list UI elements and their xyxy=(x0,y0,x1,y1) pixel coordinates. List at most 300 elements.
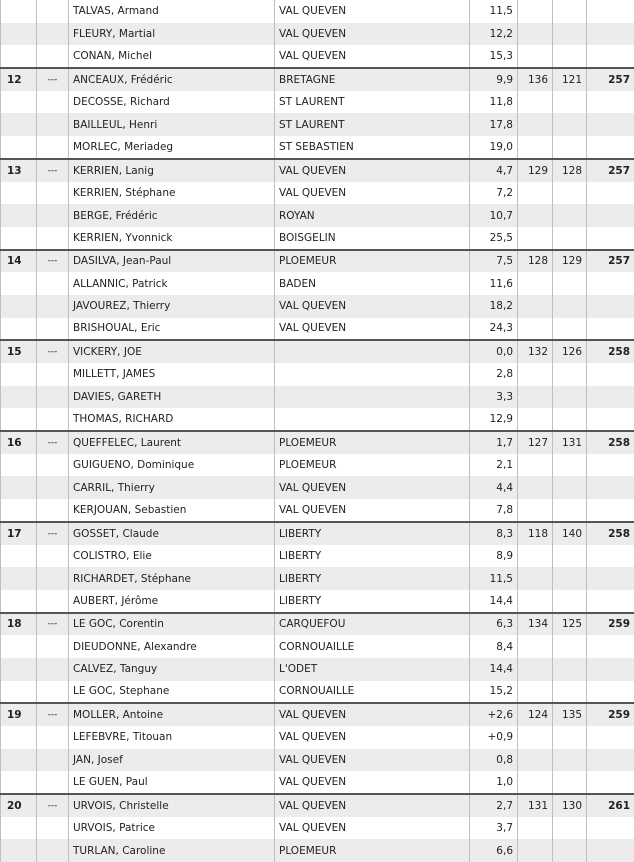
table-row xyxy=(1,408,634,431)
player-name-cell: FLEURY, Martial xyxy=(69,23,275,46)
round1-score-cell: 134 xyxy=(518,613,553,636)
total-score-cell xyxy=(587,771,634,794)
round1-score-cell: 127 xyxy=(518,431,553,454)
round1-score-cell xyxy=(518,499,553,522)
tie-marker-cell xyxy=(37,454,69,477)
table-row xyxy=(1,567,634,590)
round2-score-cell xyxy=(553,182,587,205)
handicap-cell: 2,8 xyxy=(470,363,518,386)
round2-score-cell xyxy=(553,749,587,772)
handicap-cell: 25,5 xyxy=(470,227,518,250)
club-cell: VAL QUEVEN xyxy=(275,182,470,205)
player-name-cell: URVOIS, Patrice xyxy=(69,817,275,840)
club-cell: CARQUEFOU xyxy=(275,613,470,636)
round1-score-cell xyxy=(518,272,553,295)
player-name-cell: KERJOUAN, Sebastien xyxy=(69,499,275,522)
rank-cell xyxy=(1,499,37,522)
rank-cell: 14 xyxy=(1,250,37,273)
club-cell: VAL QUEVEN xyxy=(275,159,470,182)
round2-score-cell xyxy=(553,204,587,227)
round1-score-cell: 129 xyxy=(518,159,553,182)
table-row xyxy=(1,91,634,114)
table-row xyxy=(1,159,634,182)
total-score-cell xyxy=(587,182,634,205)
club-cell: PLOEMEUR xyxy=(275,454,470,477)
player-name-cell: GUIGUENO, Dominique xyxy=(69,454,275,477)
handicap-cell: 1,7 xyxy=(470,431,518,454)
table-row xyxy=(1,749,634,772)
handicap-cell: 11,5 xyxy=(470,567,518,590)
round1-score-cell xyxy=(518,476,553,499)
round2-score-cell: 130 xyxy=(553,794,587,817)
tie-marker-cell xyxy=(37,363,69,386)
round1-score-cell xyxy=(518,817,553,840)
round2-score-cell xyxy=(553,318,587,341)
handicap-cell: 8,3 xyxy=(470,522,518,545)
round2-score-cell: 140 xyxy=(553,522,587,545)
club-cell: VAL QUEVEN xyxy=(275,726,470,749)
handicap-cell: 6,3 xyxy=(470,613,518,636)
round1-score-cell xyxy=(518,295,553,318)
table-row xyxy=(1,726,634,749)
round1-score-cell xyxy=(518,681,553,704)
tie-marker-cell: --- xyxy=(37,250,69,273)
round1-score-cell xyxy=(518,227,553,250)
round2-score-cell xyxy=(553,590,587,613)
round2-score-cell xyxy=(553,295,587,318)
round1-score-cell: 131 xyxy=(518,794,553,817)
rank-cell: 19 xyxy=(1,703,37,726)
rank-cell xyxy=(1,0,37,23)
rank-cell xyxy=(1,681,37,704)
total-score-cell: 257 xyxy=(587,68,634,91)
player-name-cell: MORLEC, Meriadeg xyxy=(69,136,275,159)
round2-score-cell xyxy=(553,839,587,862)
handicap-cell: 14,4 xyxy=(470,590,518,613)
table-row xyxy=(1,386,634,409)
total-score-cell xyxy=(587,499,634,522)
player-name-cell: DASILVA, Jean-Paul xyxy=(69,250,275,273)
handicap-cell: 8,4 xyxy=(470,635,518,658)
total-score-cell xyxy=(587,476,634,499)
rank-cell xyxy=(1,408,37,431)
table-row xyxy=(1,318,634,341)
rank-cell xyxy=(1,318,37,341)
table-row xyxy=(1,681,634,704)
club-cell: LIBERTY xyxy=(275,545,470,568)
round1-score-cell xyxy=(518,182,553,205)
total-score-cell xyxy=(587,45,634,68)
table-row xyxy=(1,476,634,499)
total-score-cell xyxy=(587,204,634,227)
round2-score-cell: 128 xyxy=(553,159,587,182)
tie-marker-cell xyxy=(37,839,69,862)
rank-cell: 17 xyxy=(1,522,37,545)
round1-score-cell xyxy=(518,771,553,794)
rank-cell xyxy=(1,567,37,590)
tie-marker-cell xyxy=(37,182,69,205)
round1-score-cell xyxy=(518,0,553,23)
handicap-cell: 12,9 xyxy=(470,408,518,431)
club-cell: PLOEMEUR xyxy=(275,250,470,273)
table-row xyxy=(1,272,634,295)
table-row xyxy=(1,0,634,23)
rank-cell xyxy=(1,272,37,295)
tie-marker-cell: --- xyxy=(37,340,69,363)
player-name-cell: THOMAS, RICHARD xyxy=(69,408,275,431)
rank-cell xyxy=(1,91,37,114)
player-name-cell: BAILLEUL, Henri xyxy=(69,113,275,136)
handicap-cell: 3,7 xyxy=(470,817,518,840)
total-score-cell xyxy=(587,272,634,295)
handicap-cell: 15,2 xyxy=(470,681,518,704)
table-row xyxy=(1,454,634,477)
table-row xyxy=(1,635,634,658)
tie-marker-cell xyxy=(37,386,69,409)
round2-score-cell xyxy=(553,91,587,114)
club-cell: LIBERTY xyxy=(275,590,470,613)
table-row xyxy=(1,499,634,522)
round2-score-cell xyxy=(553,363,587,386)
club-cell: PLOEMEUR xyxy=(275,431,470,454)
round2-score-cell xyxy=(553,136,587,159)
player-name-cell: GOSSET, Claude xyxy=(69,522,275,545)
club-cell: LIBERTY xyxy=(275,567,470,590)
rank-cell xyxy=(1,476,37,499)
club-cell: LIBERTY xyxy=(275,522,470,545)
round1-score-cell xyxy=(518,136,553,159)
club-cell: VAL QUEVEN xyxy=(275,45,470,68)
club-cell xyxy=(275,340,470,363)
rank-cell xyxy=(1,363,37,386)
player-name-cell: JAN, Josef xyxy=(69,749,275,772)
table-row xyxy=(1,613,634,636)
table-row xyxy=(1,295,634,318)
round1-score-cell xyxy=(518,454,553,477)
tie-marker-cell xyxy=(37,681,69,704)
round2-score-cell xyxy=(553,771,587,794)
total-score-cell: 259 xyxy=(587,703,634,726)
handicap-cell: 0,8 xyxy=(470,749,518,772)
club-cell: CORNOUAILLE xyxy=(275,681,470,704)
total-score-cell xyxy=(587,227,634,250)
tie-marker-cell xyxy=(37,771,69,794)
handicap-cell: 7,8 xyxy=(470,499,518,522)
table-row xyxy=(1,204,634,227)
rank-cell xyxy=(1,454,37,477)
table-row xyxy=(1,431,634,454)
club-cell: BRETAGNE xyxy=(275,68,470,91)
club-cell: ST SEBASTIEN xyxy=(275,136,470,159)
round2-score-cell: 125 xyxy=(553,613,587,636)
handicap-cell: +2,6 xyxy=(470,703,518,726)
table-row xyxy=(1,839,634,862)
round1-score-cell xyxy=(518,567,553,590)
round2-score-cell xyxy=(553,408,587,431)
player-name-cell: JAVOUREZ, Thierry xyxy=(69,295,275,318)
tie-marker-cell xyxy=(37,23,69,46)
tie-marker-cell xyxy=(37,295,69,318)
tie-marker-cell xyxy=(37,635,69,658)
handicap-cell: 4,4 xyxy=(470,476,518,499)
round1-score-cell xyxy=(518,91,553,114)
player-name-cell: LE GOC, Corentin xyxy=(69,613,275,636)
table-row xyxy=(1,182,634,205)
round1-score-cell xyxy=(518,726,553,749)
rank-cell: 13 xyxy=(1,159,37,182)
tie-marker-cell xyxy=(37,567,69,590)
round1-score-cell xyxy=(518,386,553,409)
total-score-cell xyxy=(587,590,634,613)
round1-score-cell xyxy=(518,23,553,46)
handicap-cell: 7,2 xyxy=(470,182,518,205)
table-row xyxy=(1,45,634,68)
club-cell: VAL QUEVEN xyxy=(275,318,470,341)
total-score-cell xyxy=(587,454,634,477)
rank-cell: 16 xyxy=(1,431,37,454)
round2-score-cell xyxy=(553,45,587,68)
tie-marker-cell xyxy=(37,45,69,68)
table-row xyxy=(1,545,634,568)
round2-score-cell xyxy=(553,113,587,136)
total-score-cell xyxy=(587,749,634,772)
rank-cell xyxy=(1,726,37,749)
club-cell: ROYAN xyxy=(275,204,470,227)
tie-marker-cell: --- xyxy=(37,159,69,182)
handicap-cell: 3,3 xyxy=(470,386,518,409)
round2-score-cell: 126 xyxy=(553,340,587,363)
round2-score-cell xyxy=(553,681,587,704)
table-row xyxy=(1,794,634,817)
club-cell xyxy=(275,386,470,409)
player-name-cell: MILLETT, JAMES xyxy=(69,363,275,386)
handicap-cell: 2,7 xyxy=(470,794,518,817)
total-score-cell xyxy=(587,635,634,658)
round1-score-cell xyxy=(518,363,553,386)
tie-marker-cell xyxy=(37,227,69,250)
handicap-cell: 6,6 xyxy=(470,839,518,862)
handicap-cell: 18,2 xyxy=(470,295,518,318)
table-row xyxy=(1,250,634,273)
table-row xyxy=(1,817,634,840)
tie-marker-cell xyxy=(37,817,69,840)
total-score-cell: 258 xyxy=(587,431,634,454)
table-row xyxy=(1,23,634,46)
rank-cell xyxy=(1,635,37,658)
player-name-cell: CARRIL, Thierry xyxy=(69,476,275,499)
total-score-cell xyxy=(587,386,634,409)
handicap-cell: 2,1 xyxy=(470,454,518,477)
round2-score-cell: 135 xyxy=(553,703,587,726)
player-name-cell: CALVEZ, Tanguy xyxy=(69,658,275,681)
tie-marker-cell xyxy=(37,204,69,227)
handicap-cell: 11,6 xyxy=(470,272,518,295)
club-cell: ST LAURENT xyxy=(275,113,470,136)
round2-score-cell: 129 xyxy=(553,250,587,273)
total-score-cell xyxy=(587,91,634,114)
round2-score-cell xyxy=(553,658,587,681)
table-row xyxy=(1,703,634,726)
round1-score-cell: 118 xyxy=(518,522,553,545)
player-name-cell: URVOIS, Christelle xyxy=(69,794,275,817)
club-cell: VAL QUEVEN xyxy=(275,703,470,726)
tie-marker-cell xyxy=(37,408,69,431)
club-cell: BADEN xyxy=(275,272,470,295)
rank-cell xyxy=(1,295,37,318)
club-cell: VAL QUEVEN xyxy=(275,0,470,23)
player-name-cell: TALVAS, Armand xyxy=(69,0,275,23)
table-row xyxy=(1,771,634,794)
player-name-cell: BERGE, Frédéric xyxy=(69,204,275,227)
handicap-cell: 19,0 xyxy=(470,136,518,159)
rank-cell xyxy=(1,182,37,205)
total-score-cell xyxy=(587,408,634,431)
round1-score-cell xyxy=(518,749,553,772)
player-name-cell: LEFEBVRE, Titouan xyxy=(69,726,275,749)
round2-score-cell: 121 xyxy=(553,68,587,91)
round2-score-cell: 131 xyxy=(553,431,587,454)
handicap-cell: +0,9 xyxy=(470,726,518,749)
table-row xyxy=(1,227,634,250)
tie-marker-cell xyxy=(37,499,69,522)
club-cell: VAL QUEVEN xyxy=(275,794,470,817)
club-cell: BOISGELIN xyxy=(275,227,470,250)
table-row xyxy=(1,136,634,159)
handicap-cell: 17,8 xyxy=(470,113,518,136)
round2-score-cell xyxy=(553,499,587,522)
player-name-cell: BRISHOUAL, Eric xyxy=(69,318,275,341)
handicap-cell: 11,5 xyxy=(470,0,518,23)
tie-marker-cell: --- xyxy=(37,68,69,91)
club-cell: VAL QUEVEN xyxy=(275,817,470,840)
total-score-cell xyxy=(587,23,634,46)
total-score-cell xyxy=(587,726,634,749)
player-name-cell: KERRIEN, Stéphane xyxy=(69,182,275,205)
player-name-cell: ANCEAUX, Frédéric xyxy=(69,68,275,91)
player-name-cell: AUBERT, Jérôme xyxy=(69,590,275,613)
total-score-cell: 259 xyxy=(587,613,634,636)
round1-score-cell xyxy=(518,590,553,613)
total-score-cell xyxy=(587,681,634,704)
tie-marker-cell xyxy=(37,272,69,295)
handicap-cell: 1,0 xyxy=(470,771,518,794)
tie-marker-cell: --- xyxy=(37,613,69,636)
round1-score-cell xyxy=(518,204,553,227)
club-cell: VAL QUEVEN xyxy=(275,499,470,522)
rank-cell xyxy=(1,136,37,159)
tie-marker-cell xyxy=(37,91,69,114)
player-name-cell: KERRIEN, Lanig xyxy=(69,159,275,182)
round2-score-cell xyxy=(553,386,587,409)
handicap-cell: 24,3 xyxy=(470,318,518,341)
rank-cell xyxy=(1,204,37,227)
total-score-cell xyxy=(587,295,634,318)
player-name-cell: LE GOC, Stephane xyxy=(69,681,275,704)
tie-marker-cell xyxy=(37,136,69,159)
club-cell: VAL QUEVEN xyxy=(275,295,470,318)
tie-marker-cell xyxy=(37,476,69,499)
total-score-cell xyxy=(587,318,634,341)
total-score-cell xyxy=(587,0,634,23)
round1-score-cell xyxy=(518,113,553,136)
table-row xyxy=(1,363,634,386)
tie-marker-cell xyxy=(37,726,69,749)
total-score-cell: 261 xyxy=(587,794,634,817)
handicap-cell: 12,2 xyxy=(470,23,518,46)
table-row xyxy=(1,658,634,681)
round1-score-cell: 124 xyxy=(518,703,553,726)
tie-marker-cell xyxy=(37,749,69,772)
handicap-cell: 0,0 xyxy=(470,340,518,363)
total-score-cell xyxy=(587,658,634,681)
rank-cell xyxy=(1,23,37,46)
round2-score-cell xyxy=(553,23,587,46)
table-row xyxy=(1,340,634,363)
player-name-cell: RICHARDET, Stéphane xyxy=(69,567,275,590)
tie-marker-cell: --- xyxy=(37,431,69,454)
rank-cell: 15 xyxy=(1,340,37,363)
round1-score-cell xyxy=(518,635,553,658)
player-name-cell: KERRIEN, Yvonnick xyxy=(69,227,275,250)
player-name-cell: VICKERY, JOE xyxy=(69,340,275,363)
table-row xyxy=(1,68,634,91)
player-name-cell: DAVIES, GARETH xyxy=(69,386,275,409)
total-score-cell xyxy=(587,136,634,159)
tie-marker-cell xyxy=(37,590,69,613)
tie-marker-cell xyxy=(37,318,69,341)
total-score-cell xyxy=(587,567,634,590)
club-cell: CORNOUAILLE xyxy=(275,635,470,658)
total-score-cell xyxy=(587,817,634,840)
rank-cell: 12 xyxy=(1,68,37,91)
player-name-cell: TURLAN, Caroline xyxy=(69,839,275,862)
club-cell: VAL QUEVEN xyxy=(275,23,470,46)
club-cell xyxy=(275,408,470,431)
total-score-cell xyxy=(587,113,634,136)
player-name-cell: DIEUDONNE, Alexandre xyxy=(69,635,275,658)
round2-score-cell xyxy=(553,817,587,840)
rank-cell xyxy=(1,658,37,681)
handicap-cell: 8,9 xyxy=(470,545,518,568)
total-score-cell: 257 xyxy=(587,250,634,273)
player-name-cell: QUEFFELEC, Laurent xyxy=(69,431,275,454)
table-row xyxy=(1,590,634,613)
handicap-cell: 7,5 xyxy=(470,250,518,273)
round2-score-cell xyxy=(553,545,587,568)
round2-score-cell xyxy=(553,227,587,250)
round1-score-cell xyxy=(518,839,553,862)
round1-score-cell: 128 xyxy=(518,250,553,273)
club-cell: PLOEMEUR xyxy=(275,839,470,862)
handicap-cell: 4,7 xyxy=(470,159,518,182)
rank-cell xyxy=(1,749,37,772)
club-cell xyxy=(275,363,470,386)
player-name-cell: LE GUEN, Paul xyxy=(69,771,275,794)
round1-score-cell xyxy=(518,545,553,568)
total-score-cell xyxy=(587,545,634,568)
rank-cell: 20 xyxy=(1,794,37,817)
rank-cell xyxy=(1,771,37,794)
club-cell: ST LAURENT xyxy=(275,91,470,114)
total-score-cell: 258 xyxy=(587,522,634,545)
round1-score-cell: 132 xyxy=(518,340,553,363)
round2-score-cell xyxy=(553,0,587,23)
round1-score-cell xyxy=(518,408,553,431)
club-cell: VAL QUEVEN xyxy=(275,749,470,772)
handicap-cell: 15,3 xyxy=(470,45,518,68)
player-name-cell: MOLLER, Antoine xyxy=(69,703,275,726)
tie-marker-cell: --- xyxy=(37,794,69,817)
